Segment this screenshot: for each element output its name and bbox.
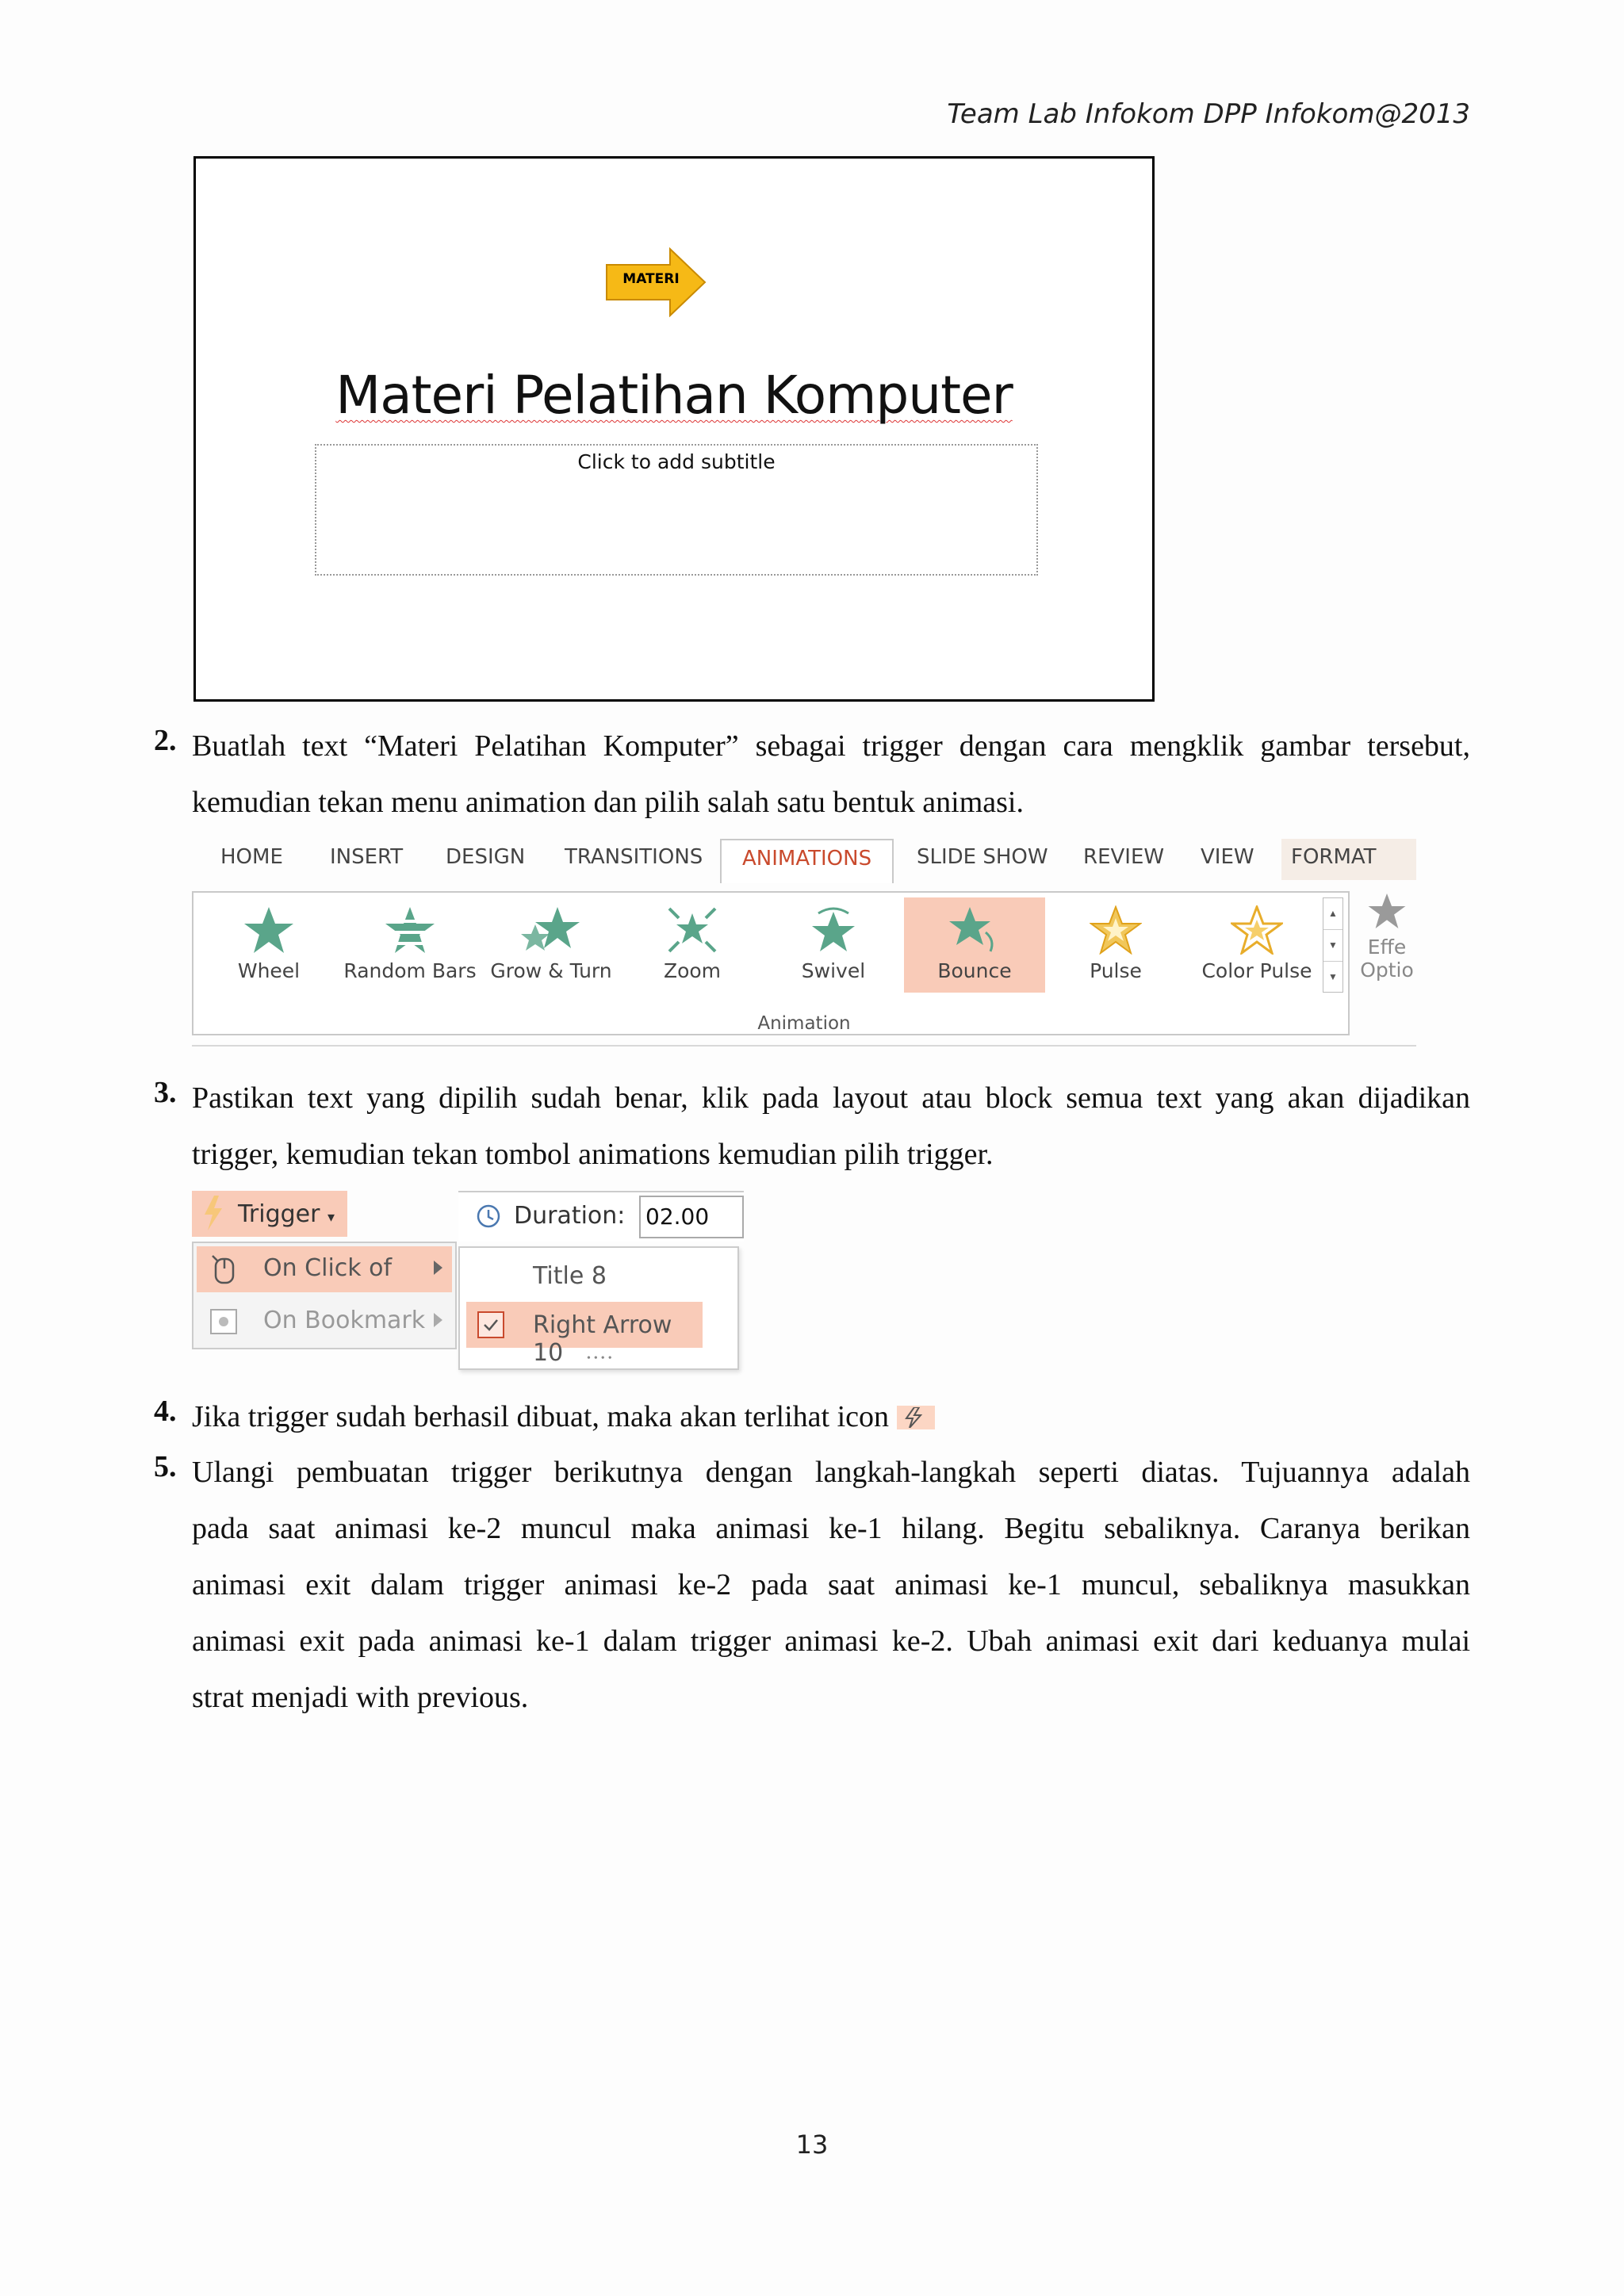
trigger-label: Trigger ▾ bbox=[238, 1200, 335, 1228]
step-number: 3. bbox=[154, 1076, 177, 1109]
trigger-button[interactable] bbox=[192, 1191, 347, 1237]
step-line: animasi exit dalam trigger animasi ke-2 pada saat animasi ke-1 muncul, sebaliknya masukkan bbox=[192, 1568, 1470, 1601]
effect-options-button[interactable] bbox=[1358, 891, 1416, 982]
clock-icon bbox=[476, 1203, 501, 1229]
checkmark-icon bbox=[477, 1311, 504, 1338]
slide-preview bbox=[193, 156, 1155, 702]
scroll-up-icon[interactable]: ▲ bbox=[1323, 898, 1342, 930]
gallery-label: Grow & Turn bbox=[490, 959, 612, 982]
scroll-down-icon[interactable]: ▼ bbox=[1323, 930, 1342, 962]
tab-transitions[interactable]: TRANSITIONS bbox=[565, 845, 703, 869]
tab-review[interactable]: REVIEW bbox=[1083, 845, 1165, 869]
submenu-arrow-icon bbox=[434, 1313, 442, 1327]
slide-title[interactable] bbox=[196, 365, 1152, 426]
gallery-label: Bounce bbox=[937, 959, 1012, 982]
step-text bbox=[192, 1389, 1470, 1445]
step-line: animasi exit pada animasi ke-1 dalam trigger animasi ke-2. Ubah animasi exit dari keduanya mulai bbox=[192, 1624, 1470, 1658]
gallery-item-zoom[interactable] bbox=[622, 897, 763, 993]
tab-view[interactable]: VIEW bbox=[1201, 845, 1254, 869]
ribbon-tabs bbox=[192, 834, 1416, 883]
gallery-label: Color Pulse bbox=[1201, 959, 1312, 982]
menu-item-label: On Bookmark bbox=[263, 1307, 426, 1334]
step-number: 2. bbox=[154, 724, 177, 757]
trigger-submenu bbox=[458, 1246, 739, 1370]
trigger-menu-screenshot bbox=[192, 1191, 744, 1375]
gallery-scrollbar[interactable] bbox=[1323, 897, 1343, 993]
pulse-star-icon bbox=[1090, 905, 1142, 955]
bounce-star-icon bbox=[946, 905, 1003, 955]
submenu-item-label: Title 8 bbox=[533, 1262, 607, 1290]
wheel-star-icon bbox=[243, 905, 295, 955]
gallery-item-pulse[interactable] bbox=[1045, 897, 1186, 993]
page-number: 13 bbox=[795, 2130, 829, 2160]
tab-design[interactable]: DESIGN bbox=[446, 845, 526, 869]
lightning-icon bbox=[203, 1196, 224, 1230]
step-text bbox=[192, 718, 1470, 831]
gallery-label: Random Bars bbox=[343, 959, 477, 982]
tab-insert[interactable]: INSERT bbox=[330, 845, 404, 869]
subtitle-placeholder-box[interactable] bbox=[315, 444, 1038, 576]
arrow-label: MATERI bbox=[622, 271, 680, 287]
step-line: Buatlah text “Materi Pelatihan Komputer” sebagai trigger dengan cara mengklik gambar tersebut, bbox=[192, 729, 1470, 763]
gallery-item-wheel[interactable] bbox=[198, 897, 339, 993]
submenu-item-label: Right Arrow 10 bbox=[533, 1311, 672, 1367]
ribbon-group-label: Animation bbox=[757, 1013, 851, 1034]
gallery-item-color-pulse[interactable] bbox=[1186, 897, 1327, 993]
tab-home[interactable]: HOME bbox=[220, 845, 283, 869]
slide-title-text: Materi Pelatihan Komputer bbox=[335, 365, 1013, 426]
gallery-label: Pulse bbox=[1090, 959, 1142, 982]
duration-label: Duration: bbox=[514, 1202, 626, 1230]
step-line: trigger, kemudian tekan tombol animations kemudian pilih trigger. bbox=[192, 1138, 994, 1171]
step-line: Jika trigger sudah berhasil dibuat, maka akan terlihat icon bbox=[192, 1400, 889, 1433]
page-header: Team Lab Infokom DPP Infokom@2013 bbox=[947, 98, 1470, 130]
gallery-item-random-bars[interactable] bbox=[339, 897, 481, 993]
tab-format[interactable]: FORMAT bbox=[1281, 839, 1416, 880]
zoom-star-icon bbox=[666, 905, 718, 955]
menu-item-label: On Click of bbox=[263, 1254, 393, 1282]
submenu-item-title-8[interactable] bbox=[466, 1253, 703, 1299]
step-line: kemudian tekan menu animation dan pilih salah satu bentuk animasi. bbox=[192, 786, 1024, 819]
resize-grip-icon[interactable]: •••• bbox=[587, 1353, 615, 1364]
menu-item-on-bookmark[interactable] bbox=[197, 1299, 452, 1345]
grow-turn-star-icon bbox=[519, 905, 583, 955]
step-line: Pastikan text yang dipilih sudah benar, klik pada layout atau block semua text yang akan dijadikan bbox=[192, 1081, 1470, 1115]
effect-options-label: Optio bbox=[1360, 959, 1414, 982]
gallery-label: Swivel bbox=[801, 959, 866, 982]
step-line: strat menjadi with previous. bbox=[192, 1681, 529, 1714]
random-bars-star-icon bbox=[384, 905, 436, 955]
trigger-dropdown-menu bbox=[192, 1242, 457, 1349]
tab-animations[interactable]: ANIMATIONS bbox=[720, 839, 894, 883]
submenu-item-right-arrow-10[interactable] bbox=[466, 1302, 703, 1367]
more-icon[interactable]: ▼ bbox=[1328, 971, 1338, 982]
mouse-icon bbox=[208, 1253, 239, 1286]
effect-options-star-icon bbox=[1367, 891, 1407, 931]
step-line: Ulangi pembuatan trigger berikutnya dengan langkah-langkah seperti diatas. Tujuannya adalah bbox=[192, 1456, 1470, 1489]
gallery-label: Wheel bbox=[237, 959, 301, 982]
dropdown-caret-icon: ▾ bbox=[327, 1209, 335, 1226]
gallery-label: Zoom bbox=[663, 959, 722, 982]
ribbon-screenshot bbox=[192, 834, 1416, 1061]
gallery-item-swivel[interactable] bbox=[763, 897, 904, 993]
ribbon-divider bbox=[192, 1045, 1416, 1047]
step-text bbox=[192, 1445, 1470, 1726]
duration-control bbox=[458, 1191, 744, 1242]
step-line: pada saat animasi ke-2 muncul maka animasi ke-1 hilang. Begitu sebaliknya. Caranya berikan bbox=[192, 1512, 1470, 1545]
step-number: 5. bbox=[154, 1450, 177, 1483]
menu-item-on-click-of[interactable] bbox=[197, 1246, 452, 1292]
submenu-arrow-icon bbox=[434, 1261, 442, 1275]
swivel-star-icon bbox=[807, 905, 860, 955]
gallery-item-grow-turn[interactable] bbox=[481, 897, 622, 993]
duration-input[interactable]: 02.00 bbox=[639, 1196, 744, 1238]
step-number: 4. bbox=[154, 1395, 177, 1428]
effect-options-label: Effe bbox=[1367, 936, 1407, 959]
step-text bbox=[192, 1070, 1470, 1183]
tab-slide-show[interactable]: SLIDE SHOW bbox=[917, 845, 1048, 869]
gallery-item-bounce[interactable] bbox=[904, 897, 1045, 993]
bookmark-icon bbox=[208, 1307, 239, 1337]
color-pulse-star-icon bbox=[1231, 905, 1283, 955]
subtitle-placeholder-text: Click to add subtitle bbox=[577, 450, 776, 473]
trigger-lightning-icon bbox=[897, 1406, 935, 1429]
